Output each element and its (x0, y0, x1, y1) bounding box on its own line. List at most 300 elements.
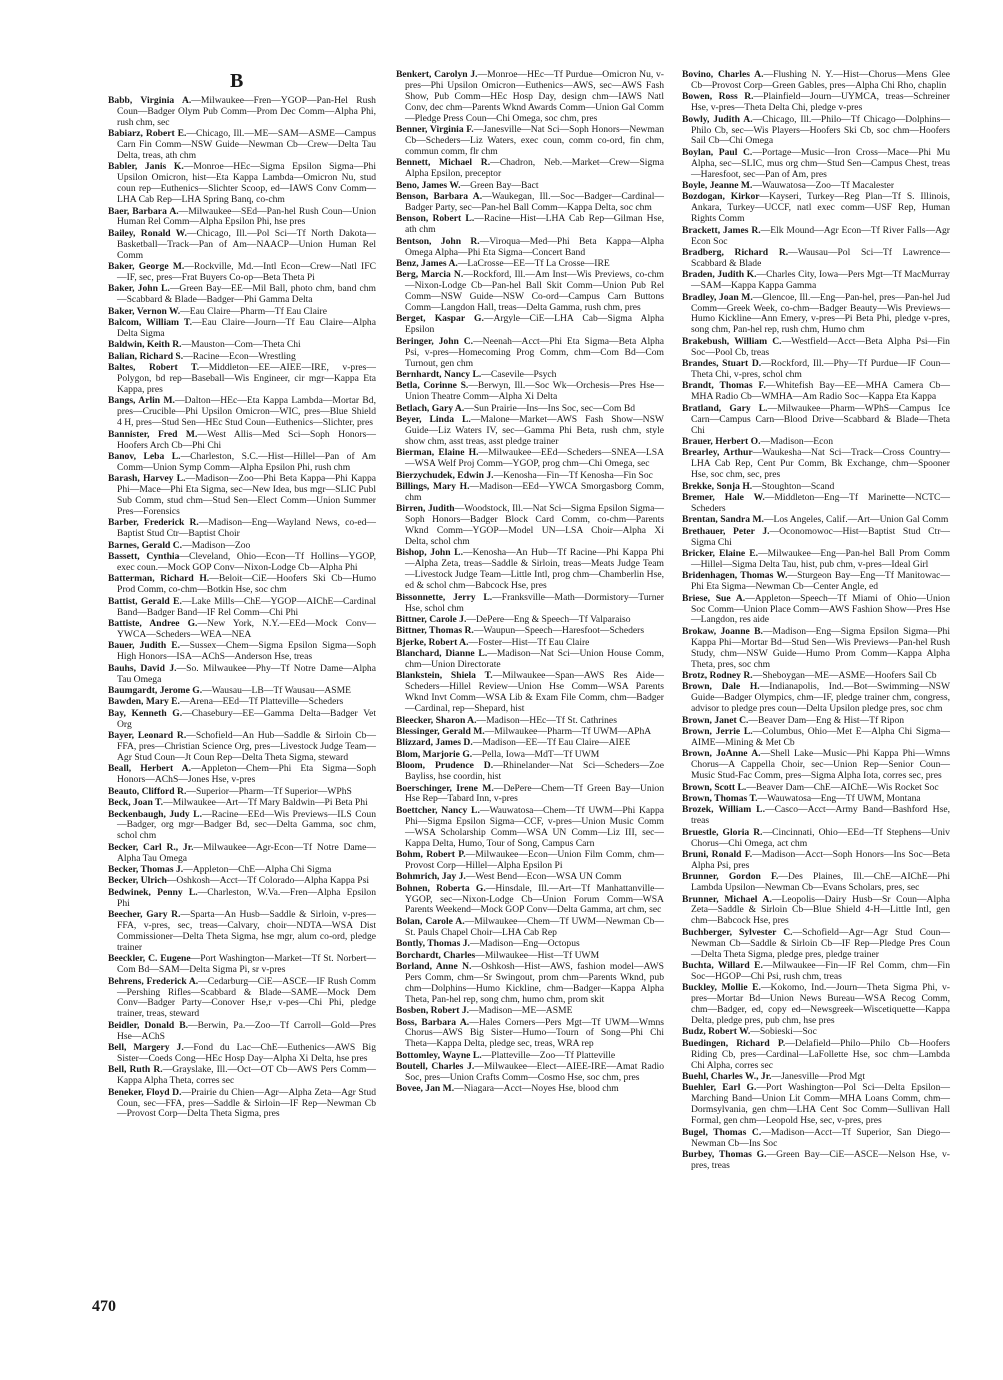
directory-entry (682, 359, 950, 381)
entry-details: —Waukegan, Ill.—Soc—Badger—Cardinal—Badger Party, sec—Pan-hel Ball Comm—Kappa Delta, soc chm (405, 190, 664, 213)
entry-name: Bannister, Fred M. (108, 428, 198, 440)
entry-name: Barber, Frederick R. (108, 517, 199, 529)
directory-entry (682, 248, 950, 270)
directory-entry (108, 910, 376, 954)
directory-entry (682, 181, 950, 192)
entry-details: —DePere—Eng & Speech—Tf Valparaiso (466, 613, 631, 625)
column-3 (682, 70, 950, 1172)
entry-name: Bittner, Carole J. (396, 613, 467, 625)
entry-name: Babiarz, Robert E. (108, 128, 187, 140)
entry-name: Beckenbaugh, Judy L. (108, 808, 202, 820)
directory-entry (682, 872, 950, 894)
entry-details: —Madison—Acct—Soph Honors—Ins Soc—Beta Alpha Psi, pres (691, 848, 950, 871)
directory-entry (108, 686, 376, 697)
entry-name: Bridenhagen, Thomas W. (682, 570, 788, 582)
directory-entry (108, 430, 376, 452)
entry-name: Brown, Janet C. (682, 714, 749, 726)
directory-entry (396, 370, 664, 381)
entry-details: —Charles City, Iowa—Pers Mgt—Tf MacMurray—SAM—Kappa Kappa Gamma (691, 269, 950, 292)
entry-name: Borchardt, Charles (396, 949, 476, 961)
directory-entry (108, 474, 376, 518)
directory-entry (108, 1043, 376, 1065)
entry-details: —Green Bay—CiE—ASCE—Nelson Hse, v-pres, treas (691, 1148, 950, 1171)
directory-entry (108, 352, 376, 363)
directory-entry (396, 939, 664, 950)
directory-entry (396, 504, 664, 548)
entry-details: —Chicago, Ill.—Philo—Tf Chicago—Dolphins—Philo Cb, sec—Wis Players—Hoofers Ski Cb, soc chm—Hoofers Sail Cb—Chi Omega (691, 113, 950, 147)
directory-entry (108, 843, 376, 865)
directory-entry (396, 158, 664, 180)
entry-name: Boyle, Jeanne M. (682, 180, 753, 192)
entry-name: Boerschinger, Irene M. (396, 782, 494, 794)
entry-details: —Charleston, S.C.—Hist—Hillel—Pan of Am Comm—Union Symp Comm—Alpha Epsilon Phi, rush chm (117, 451, 376, 473)
entry-name: Beeckler, C. Eugene (108, 953, 191, 965)
directory-entry (108, 798, 376, 809)
entry-name: Batterman, Richard H. (108, 573, 210, 585)
directory-entry (396, 471, 664, 482)
directory-entry (108, 619, 376, 641)
directory-entry (682, 571, 950, 593)
entry-name: Barash, Harvey L. (108, 473, 186, 485)
entry-details: —Lake Mills—ChE—YGOP—AIChE—Cardinal Band—Badger Band—IF Rel Comm—Chi Phi (117, 595, 376, 618)
directory-entry (108, 641, 376, 663)
entry-details: —Appleton—ChE—Alpha Chi Sigma (183, 864, 332, 876)
entry-name: Beneker, Floyd D. (108, 1086, 182, 1098)
entry-details: —Stoughton—Scand (752, 480, 835, 492)
entry-details: —Cincinnati, Ohio—EEd—Tf Stephens—Univ Chorus—Chi Omega, act chm (691, 826, 950, 849)
entry-name: Buedingen, Richard P. (682, 1037, 786, 1049)
entry-details: —Whitefish Bay—EE—MHA Camera Cb—MHA Radio Cb—WMHA—Am Radio Soc—Kappa Eta Kappa (691, 380, 950, 403)
entry-name: Bozdogan, Kirkor (682, 191, 760, 203)
directory-entry (682, 794, 950, 805)
entry-name: Bittner, Thomas R. (396, 625, 474, 637)
entry-name: Bauer, Judith E. (108, 640, 180, 652)
directory-entry (682, 671, 950, 682)
entry-details: —Charleston, W.Va.—Fren—Alpha Epsilon Phi (117, 886, 376, 909)
entry-name: Beyer, Linda L. (396, 414, 471, 426)
directory-entry (108, 876, 376, 887)
directory-entry (682, 226, 950, 248)
entry-details: —Kenosha—Fin—Tf Kenosha—Fin Soc (493, 469, 653, 481)
directory-entry (396, 192, 664, 214)
directory-entry (108, 340, 376, 351)
directory-entry (108, 552, 376, 574)
entry-details: —Prairie du Chien—Agr—Alpha Zeta—Agr Stud Coun, sec—FFA, pres—Saddle & Sirloin—IF Rep—Newman Cb—Provost Corp—Delta Theta Sigma, pres (117, 1086, 376, 1120)
entry-details: —Milwaukee—Pharm—WPhS—Campus Ice Carn—Campus Carn—Blood Drive—Scabbard & Blade—Theta Chi (691, 402, 950, 436)
directory-entry (108, 764, 376, 786)
entry-name: Bloom, Prudence D. (396, 760, 494, 772)
entry-name: Buchta, Willard E. (682, 960, 763, 971)
entry-details: —Glencoe, Ill.—Eng—Pan-hel, pres—Pan-hel Jud Comm—Greek Week, co-chm—Badger Beauty—Wis Previews—Humo Kickline—Ann Emery, v-pres—Pi Beta Phi, pledge v-pres, song chm, Pan-hel rep, rush chm, Humo chm (691, 291, 950, 336)
entry-details: —Chadron, Neb.—Market—Crew—Sigma Alpha Epsilon, preceptor (405, 157, 664, 180)
column-1 (108, 96, 376, 1121)
entry-name: Bohnen, Roberta G. (396, 882, 486, 894)
directory-entry (108, 307, 376, 318)
entry-name: Becker, Ulrich (108, 875, 167, 887)
section-letter: B (230, 70, 245, 92)
directory-entry (108, 96, 376, 129)
entry-details: —Appleton—Chem—Phi Eta Sigma—Soph Honors—AChS—Jones Hse, v-pres (117, 763, 376, 786)
entry-name: Brozek, William L. (682, 804, 765, 816)
entry-details: —Waupun—Speech—Haresfoot—Scheders (473, 625, 645, 637)
entry-details: —Platteville—Zoo—Tf Platteville (481, 1049, 616, 1061)
entry-details: —Schofield—Agr—Agr Stud Coun—Newman Cb—Saddle & Sirloin Cb—IF Rep—Pledge Pres Coun—Delta Theta Sigma, pledge pres, pledge trainer (691, 926, 950, 960)
entry-details: —Wausau—LB—Tf Wausau—ASME (202, 685, 351, 697)
entry-details: —So. Milwaukee—Phy—Tf Notre Dame—Alpha Tau Omega (117, 662, 376, 685)
entry-name: Benner, Virginia F. (396, 124, 474, 136)
directory-entry (396, 259, 664, 270)
directory-entry (108, 452, 376, 474)
entry-details: —Eau Claire—Pharm—Tf Eau Claire (180, 305, 327, 317)
entry-details: —LaCrosse—EE—Tf La Crosse—IRE (457, 257, 610, 269)
entry-name: Brown, Dale H. (682, 681, 760, 693)
entry-details: —Hales Corners—Pers Mgt—Tf UWM—Wmns Chorus—AWS Big Sister—Humo—Tourn of Song—Phi Chi Theta—Kappa Delta, pledge sec, treas, WRA rep (405, 1016, 665, 1050)
entry-name: Borland, Anne N. (396, 961, 472, 972)
entry-details: —Milwaukee—Chem—Tf UWM—Newman Cb—St. Pauls Chapel Choir—LHA Cab Rep (405, 915, 664, 938)
entry-name: Brekke, Sonja H. (682, 480, 753, 492)
entry-details: —Racine—Hist—LHA Cab Rep—Gilman Hse, ath chm (405, 213, 664, 236)
directory-entry (396, 415, 664, 448)
entry-details: —Oshkosh—Acct—Tf Colorado—Alpha Kappa Psi (166, 875, 370, 887)
directory-entry (108, 810, 376, 843)
entry-name: Boylan, Paul C. (682, 146, 753, 158)
directory-entry (396, 917, 664, 939)
entry-name: Blizzard, James D. (396, 737, 473, 749)
entry-name: Bradley, Joan M. (682, 291, 753, 303)
entry-name: Brentan, Sandra M. (682, 514, 764, 526)
entry-details: —Neenah—Acct—Phi Eta Sigma—Beta Alpha Psi, v-pres—Homecoming Prog Comm, chm—Com Bd—Com Turnout, gen chm (405, 335, 665, 369)
entry-details: —Madison—Econ (760, 435, 833, 447)
entry-name: Baker, John L. (108, 283, 170, 295)
entry-name: Bowen, Ross R. (682, 91, 754, 103)
entry-name: Bjerke, Robert A. (396, 636, 469, 648)
directory-entry (396, 448, 664, 470)
directory-entry (396, 381, 664, 403)
entry-name: Bedwinek, Penny L. (108, 886, 198, 898)
entry-details: —Chicago, Ill.—ME—SAM—ASME—Campus Carn Fin Comm—NSW Guide—Newman Cb—Crew—Delta Tau Delta, treas, ath chm (117, 128, 376, 162)
entry-details: —Sturgeon Bay—Eng—Tf Manitowac—Phi Eta Sigma—Newman Cb—Center Angle, ed (691, 570, 950, 593)
entry-details: —Green Bay—EE—Mil Ball, photo chm, band chm—Scabbard & Blade—Badger—Phi Gamma Delta (117, 283, 376, 306)
directory-entry (108, 229, 376, 262)
entry-name: Bolan, Carole A. (396, 915, 465, 927)
entry-name: Blessinger, Gerald M. (396, 725, 485, 737)
entry-details: —Madison—Zoo—Phi Beta Kappa—Phi Kappa Phi—Mace—Phi Eta Sigma, sec—New Idea, bus mgr—SLIC Publ Sub Comm, stud chm—Stud Sen—Elect Comm—Union Summer Pres—Forensics (117, 473, 376, 518)
directory-entry (108, 888, 376, 910)
entry-details: —Shell Lake—Music—Phi Kappa Phi—Wmns Chorus—A Cappella Choir, sec—Union Rep—Senior Coun—Music Stud-Fac Comm, pres—Sigma Alpha Iota, corres sec, pres (691, 748, 950, 782)
entry-details: —New York, N.Y.—EEd—Mock Conv—YWCA—Scheders—WEA—NEA (117, 618, 376, 640)
directory-entry (682, 270, 950, 292)
entry-name: Boettcher, Nancy L. (396, 804, 480, 816)
directory-entry (108, 207, 376, 229)
entry-details: —Kayseri, Turkey—Reg Plan—Tf S. Illinois, Ankara, Turkey—UCCF, natl exec comm—USF Rep, Human Rights Comm (691, 191, 951, 225)
directory-entry (682, 515, 950, 526)
entry-name: Bangs, Arlin M. (108, 395, 175, 407)
entry-name: Bradberg, Richard R. (682, 247, 789, 258)
directory-entry (396, 1018, 664, 1051)
entry-details: —Milwaukee—Econ—Union Film Comm, chm—Provost Corp—Hillel—Alpha Epsilon Pi (405, 848, 664, 871)
entry-name: Burbey, Thomas G. (682, 1148, 767, 1160)
entry-name: Baker, Vernon W. (108, 305, 181, 317)
directory-entry (682, 828, 950, 850)
entry-name: Behrens, Frederick A. (108, 975, 199, 987)
directory-entry (396, 649, 664, 671)
entry-details: —Beaver Dam—ChE—AIChE—Wis Rocket Soc (746, 781, 939, 793)
directory-entry (682, 1027, 950, 1038)
entry-details: —Westfield—Acct—Beta Alpha Psi—Fin Soc—Pool Cb, treas (691, 335, 950, 358)
directory-entry (396, 1062, 664, 1084)
entry-name: Banov, Leba L. (108, 451, 181, 462)
directory-entry (108, 787, 376, 798)
directory-entry (108, 1065, 376, 1087)
entry-name: Blanchard, Dianne L. (396, 648, 488, 660)
entry-details: —Arena—EEd—Tf Platteville—Scheders (179, 696, 344, 708)
directory-entry (108, 574, 376, 596)
entry-details: —Monroe—HEc—Sigma Epsilon Sigma—Phi Upsilon Omicron, hist—Eta Kappa Lambda—Omicron Nu, stud coun rep—Euthenics—Slichter Scoop, ed—IAWS Conv Comm—LHA Cab Rep—LHA Spring Banq, co-chm (117, 161, 376, 206)
directory-entry (396, 70, 664, 125)
entry-details: —Wauwatosa—Chem—Tf UWM—Phi Kappa Phi—Sigma Epsilon Sigma—CCF, v-pres—Union Music Comm—WSA Scholarship Comm—WSA UN Comm—Liz III, sec—Kappa Delta, Humo, Tour of Song, Campus Carn (405, 804, 664, 849)
column-2 (396, 70, 664, 1096)
entry-details: —Middleton—Eng—Tf Marinette—NCTC—Scheders (691, 491, 951, 514)
directory-entry (682, 549, 950, 571)
entry-details: —Cedarburg—CiE—ASCE—IF Rush Comm—Pershing Rifles—Scabbard & Blade—SAME—Mock Dem Conv—Badger Party—Conover Hse,r v-pes—Chi Phi, pledge trainer, treas, steward (117, 975, 376, 1020)
entry-name: Brokaw, Joanne B. (682, 625, 763, 637)
directory-entry (108, 363, 376, 396)
entry-details: —Eau Claire—Journ—Tf Eau Claire—Alpha Delta Sigma (117, 317, 376, 340)
directory-entry (682, 1128, 950, 1150)
entry-name: Beall, Herbert A. (108, 763, 192, 775)
directory-entry (396, 761, 664, 783)
entry-name: Bohm, Robert P. (396, 848, 466, 860)
entry-details: —Rockford, Ill.—Phy—Tf Purdue—IF Coun—Theta Chi, v-pres, schol chm (691, 358, 950, 380)
directory-entry (682, 682, 950, 715)
entry-details: —Monroe—HEc—Tf Purdue—Omicron Nu, v-pres—Phi Upsilon Omicron—Euthenics—AWS, sec—AWS Fash Show, Pub Comm—HEc Hosp Day, design chm—IAWS Natl Conv, dec chm—Parents Wknd Awards Comm—Union Gal Comm—Pledge Press Coun—Chi Omega, soc chm, pres (405, 69, 664, 124)
entry-details: —Argyle—CiE—LHA Cab—Sigma Alpha Epsilon (405, 313, 665, 336)
entry-name: Blankstein, Shiela T. (396, 670, 493, 682)
entry-name: Bohmrich, Jay J. (396, 871, 466, 883)
directory-entry (682, 337, 950, 359)
entry-details: —Woodstock, Ill.—Nat Sci—Sigma Epsilon Sigma—Soph Honors—Badger Block Card Comm, co-chm—Parents Wknd Comm—YGOP—Model UN—LSA Choir—Alpha Xi Delta, schol chm (405, 503, 664, 548)
directory-entry (682, 749, 950, 782)
directory-entry (682, 1039, 950, 1072)
entry-name: Brearley, Arthur (682, 447, 753, 459)
entry-name: Betlach, Gary A. (396, 402, 465, 414)
entry-name: Baker, George M. (108, 261, 185, 273)
entry-name: Benson, Barbara A. (396, 190, 483, 202)
entry-details: —Madison—Acct—Tf Superior, San Diego—Newman Cb—Ins Soc (691, 1126, 950, 1149)
directory-entry (682, 1072, 950, 1083)
entry-name: Bell, Margery J. (108, 1042, 184, 1054)
entry-name: Bovee, Jan M. (396, 1083, 455, 1095)
directory-entry (108, 664, 376, 686)
directory-entry (108, 731, 376, 764)
directory-entry (682, 437, 950, 448)
directory-entry (396, 1006, 664, 1017)
entry-details: —Madison—EEd—YWCA Smorgasborg Comm, chm (405, 481, 664, 503)
entry-details: —Rockford, Ill.—Am Inst—Wis Previews, co-chm—Nixon-Lodge Cb—Pan-hel Ball Skit Comm—Union Pub Rel Comm—NSW Guide—NSW Co-ord—Campus Carn Buttons Comm—Langdon Hall, treas—Delta Gamma, rush chm, pres (405, 269, 664, 314)
entry-details: —Rhinelander—Nat Sci—Scheders—Zoe Bayliss, hse coordin, hist (405, 760, 664, 783)
entry-name: Bruni, Ronald F. (682, 848, 753, 860)
entry-name: Brauer, Herbert O. (682, 435, 761, 447)
entry-details: —Hinsdale, Ill.—Art—Tf Manhattanville—YGOP, sec—Nixon-Lodge Cb—Union Forum Comm—WSA Parents Weekend—Mock GOP Conv—Delta Gamma, art chm, sec (405, 882, 664, 916)
entry-name: Brunner, Gordon F. (682, 871, 779, 883)
entry-name: Buehl, Charles W., Jr. (682, 1071, 772, 1083)
entry-details: —Milwaukee—Pharm—Tf UWM—APhA (484, 725, 652, 737)
directory-entry (396, 806, 664, 850)
entry-details: —Pella, Iowa—MdT—Tf UWM (472, 748, 600, 760)
entry-details: —Madison—Zoo (182, 539, 251, 551)
entry-details: —Janesville—Nat Sci—Soph Honors—Newman Cb—Scheders—Liz Waters, exec coun, comm co-ord, fin chm, commun comm, flr chm (405, 124, 664, 157)
entry-details: —Sussex—Chem—Sigma Epsilon Sigma—Soph High Honors—ISA—AChS—Anderson Hse, treas (117, 640, 376, 663)
directory-entry (108, 318, 376, 340)
entry-name: Brown, Jerrie L. (682, 725, 753, 737)
entry-name: Buehler, Earl G. (682, 1082, 757, 1094)
directory-entry (682, 482, 950, 493)
directory-entry (396, 671, 664, 715)
entry-name: Balcom, William T. (108, 317, 192, 329)
entry-name: Bayer, Leonard R. (108, 730, 187, 742)
entry-name: Bishop, John L. (396, 547, 463, 559)
directory-entry (682, 192, 950, 225)
entry-details: —Middleton—EE—AIEE—IRE, v-pres—Polygon, bd rep—Baseball—Wis Engineer, cir mgr—Kappa Eta Kappa, pres (117, 362, 376, 396)
directory-entry (682, 805, 950, 827)
directory-entry (682, 527, 950, 549)
directory-entry (108, 162, 376, 206)
directory-entry (108, 1088, 376, 1121)
entry-name: Bay, Kenneth G. (108, 707, 183, 719)
directory-entry (682, 293, 950, 337)
entry-details: —Delafield—Philo—Philo Cb—Hoofers Riding Cb, pres—Cardinal—LaFollette Hse, soc chm—Lambda Chi Alpha, corres sec (691, 1037, 950, 1071)
directory-entry (396, 593, 664, 615)
entry-name: Billings, Mary H. (396, 481, 470, 493)
entry-details: —Oshkosh—Hist—AWS, fashion model—AWS Pers Comm, chm—Sr Swingout, prom chm—Parents Wknd, pub chm—Dolphins—Humo Kickline, chm—Badger—Kappa Alpha Theta, Pan-hel rep, song chm, humo chm, prom skit (405, 961, 664, 1005)
entry-name: Battiste, Andree G. (108, 618, 198, 630)
directory-entry (396, 404, 664, 415)
entry-details: —Madison—Nat Sci—Union House Comm, chm—Union Directorate (405, 648, 665, 671)
directory-entry (108, 284, 376, 306)
entry-name: Bierman, Elaine H. (396, 447, 479, 459)
entry-details: —Milwaukee—SEd—Pan-hel Rush Coun—Union Human Rel Comm—Alpha Epsilon Phi, hse pres (117, 205, 376, 228)
directory-entry (396, 784, 664, 806)
entry-details: —Sheboygan—ME—ASME—Hoofers Sail Cb (752, 669, 937, 681)
entry-name: Berg, Marcia N. (396, 269, 464, 281)
entry-details: —Beloit—CiE—Hoofers Ski Cb—Humo Prod Comm, co-chm—Botkin Hse, soc chm (117, 573, 376, 596)
entry-details: —Chicago, Ill.—Pol Sci—Tf North Dakota—Basketball—Track—Pan of Am—NAACP—Union Human Rel Comm (117, 227, 376, 261)
directory-entry (396, 738, 664, 749)
entry-name: Benz, James A. (396, 257, 458, 269)
entry-name: Babb, Virginia A. (108, 95, 192, 106)
entry-details: —Wausau—Pol Sci—Tf Lawrence—Scabbard & Blade (691, 247, 950, 269)
entry-details: —Rockville, Md.—Intl Econ—Crew—Natl IFC—IF, sec, pres—Frat Buyers Co-op—Beta Theta Pi (117, 261, 376, 283)
entry-details: —Racine—EEd—Wis Previews—ILS Coun—Badger, org mgr—Badger Bd, sec—Delta Gamma, soc chm, schol chm (117, 808, 377, 842)
directory-entry (396, 270, 664, 314)
entry-details: —Fond du Lac—ChE—Euthenics—AWS Big Sister—Coeds Cong—HEc Hosp Day—Alpha Xi Delta, hse pres (117, 1042, 376, 1064)
entry-details: —Milwaukee—Span—AWS Res Aide—Scheders—Hillel Review—Union Hse Comm—WSA Parents Wknd Invt Comm—WSA Lib & Exam File Comm, chm—Badger—Cardinal, rep—Shepard, hist (405, 670, 664, 715)
entry-name: Beauto, Clifford R. (108, 785, 187, 797)
directory-entry (682, 783, 950, 794)
entry-details: —Viroqua—Med—Phi Beta Kappa—Alpha Omega Alpha—Phi Eta Sigma—Concert Band (405, 235, 665, 258)
entry-details: —Malone—Market—AWS Fash Show—NSW Guide—Liz Waters IV, sec—Gamma Phi Beta, rush chm, style show chm, asst treas, asst pledge trainer (405, 414, 664, 447)
entry-name: Bowly, Judith A. (682, 113, 753, 125)
entry-details: —Racine—Econ—Wrestling (183, 350, 296, 362)
entry-name: Becker, Carl R., Jr. (108, 841, 194, 853)
entry-name: Becker, Thomas J. (108, 864, 184, 876)
entry-details: —Casevile—Psych (481, 368, 557, 380)
entry-name: Brackett, James R. (682, 224, 761, 236)
entry-details: —Appleton—Speech—Tf Miami of Ohio—Union Soc Comm—Union Place Comm—AWS Fashion Show—Pres Hse—Langdon, res aide (691, 592, 950, 626)
entry-details: —West Allis—Med Sci—Soph Honors—Hoofers Arch Cb—Phi Chi (117, 428, 376, 451)
entry-details: —Niagara—Acct—Noyes Hse, blood chm (454, 1083, 619, 1095)
entry-details: —Kenosha—An Hub—Tf Racine—Phi Kappa Phi—Alpha Zeta, treas—Saddle & Sirloin, treas—Meats Judge Team—Livestock Judge Team—Little Intl, prog chm—Chamberlin Hse, ed & schol chm—Babcock Hse, pres (405, 547, 664, 592)
entry-details: —Milwaukee—Fren—YGOP—Pan-Hel Rush Coun—Badger Olym Pub Comm—Prom Dec Comm—Alpha Phi, rush chm, sec (117, 95, 376, 128)
directory-entry (108, 865, 376, 876)
entry-details: —Milwaukee—EEd—Scheders—SNEA—LSA—WSA Welf Proj Comm—YGOP, prog chm—Chi Omega, sec (405, 447, 664, 470)
entry-details: —Portage—Music—Iron Cross—Mace—Phi Mu Alpha, sec—SLIC, mus org chm—Stud Sen—Campus Chest, treas—Haresfoot, sec—Pan of Am, pres (691, 146, 950, 180)
entry-details: —Milwaukee—Hist—Tf UWM (475, 949, 600, 961)
entry-name: Brandt, Thomas F. (682, 380, 766, 392)
entry-name: Bernhardt, Nancy L. (396, 368, 482, 380)
directory-entry (396, 872, 664, 883)
directory-entry (682, 928, 950, 961)
entry-details: —Madison—HEc—Tf St. Cathrines (476, 714, 617, 726)
entry-name: Baltes, Robert T. (108, 362, 200, 374)
directory-entry (396, 962, 664, 1006)
entry-details: —Madison—Eng—Octopus (469, 938, 580, 950)
entry-details: —Flushing N. Y.—Hist—Chorus—Mens Glee Cb—Provost Corp—Green Gables, pres—Alpha Chi Rho, chaplin (691, 69, 950, 91)
directory-entry (108, 1021, 376, 1043)
directory-entry (396, 237, 664, 259)
entry-name: Brown, Thomas T. (682, 792, 758, 804)
entry-details: —Franksville—Math—Dormistory—Turner Hse, schol chm (405, 591, 664, 614)
entry-details: —Oconomowoc—Hist—Baptist Stud Ctr—Sigma Chi (691, 525, 950, 548)
entry-details: —Casco—Acct—Army Band—Bashford Hse, treas (691, 804, 950, 827)
entry-name: Braden, Judith K. (682, 269, 757, 281)
entry-name: Bricker, Elaine E. (682, 547, 759, 559)
directory-entry (682, 727, 950, 749)
entry-name: Brakebush, William C. (682, 335, 782, 347)
directory-entry (682, 895, 950, 928)
entry-details: —Dalton—HEc—Eta Kappa Lambda—Mortar Bd, pres—Crucible—Phi Upsilon Omicron—WIC, pres—Blue Shield 4 H, pres—Stud Sen—HEc Stud Coun—Euthenics—Slichter, pres (117, 395, 376, 429)
entry-details: —Indianapolis, Ind.—Bot—Swimming—NSW Guide—Badger Olympics, chm—IF, pledge trainer chm, congress, advisor to pledge pres coun—Delta Upsilon pledge pres, soc chm (691, 681, 951, 715)
directory-entry (108, 709, 376, 731)
entry-name: Brown, Scott L. (682, 781, 747, 793)
entry-details: —Madison—Eng—Sigma Epsilon Sigma—Phi Kappa Phi—Mortar Bd—Stud Sen—Wis Previews—Pan-hel Rush Study, chm—NSW Guide—Humo Prom Comm—Kappa Alpha Theta, pres, soc chm (691, 625, 951, 670)
entry-name: Boutell, Charles J. (396, 1061, 475, 1073)
directory-entry (396, 626, 664, 637)
directory-entry (396, 214, 664, 236)
directory-entry (682, 70, 950, 92)
entry-name: Bruestle, Gloria R. (682, 826, 763, 838)
entry-name: Bassett, Cynthia (108, 551, 180, 563)
entry-name: Buckley, Mollie E. (682, 982, 761, 994)
entry-name: Bawden, Mary E. (108, 696, 180, 708)
entry-name: Brown, JoAnne A. (682, 748, 761, 760)
entry-name: Betla, Corinne S. (396, 380, 469, 392)
entry-details: —Port Washington—Pol Sci—Delta Epsilon—Marching Band—Union Lit Comm—MHA Loans Comm, chm—Dormsylvania, gen chm—LHA Cent Soc Comm—Sullivan Hall Formal, gen chm—Leopold Hse, sec, v-pres, pres (691, 1082, 950, 1127)
entry-details: —Elk Mound—Agr Econ—Tf River Falls—Agr Econ Soc (691, 224, 951, 247)
entry-name: Bell, Ruth R. (108, 1064, 163, 1076)
entry-name: Bleecker, Sharon A. (396, 714, 477, 726)
entry-name: Beck, Joan T. (108, 797, 164, 809)
directory-entry (108, 396, 376, 429)
directory-entry (682, 92, 950, 114)
entry-name: Bremer, Hale W. (682, 491, 765, 503)
entry-name: Babler, Janis K. (108, 161, 184, 173)
entry-name: Bierzychudek, Edwin J. (396, 469, 494, 481)
entry-name: Bentson, John R. (396, 235, 480, 247)
directory-entry (396, 314, 664, 336)
directory-entry (682, 1083, 950, 1127)
entry-details: —West Bend—Econ—WSA UN Comm (465, 871, 622, 883)
